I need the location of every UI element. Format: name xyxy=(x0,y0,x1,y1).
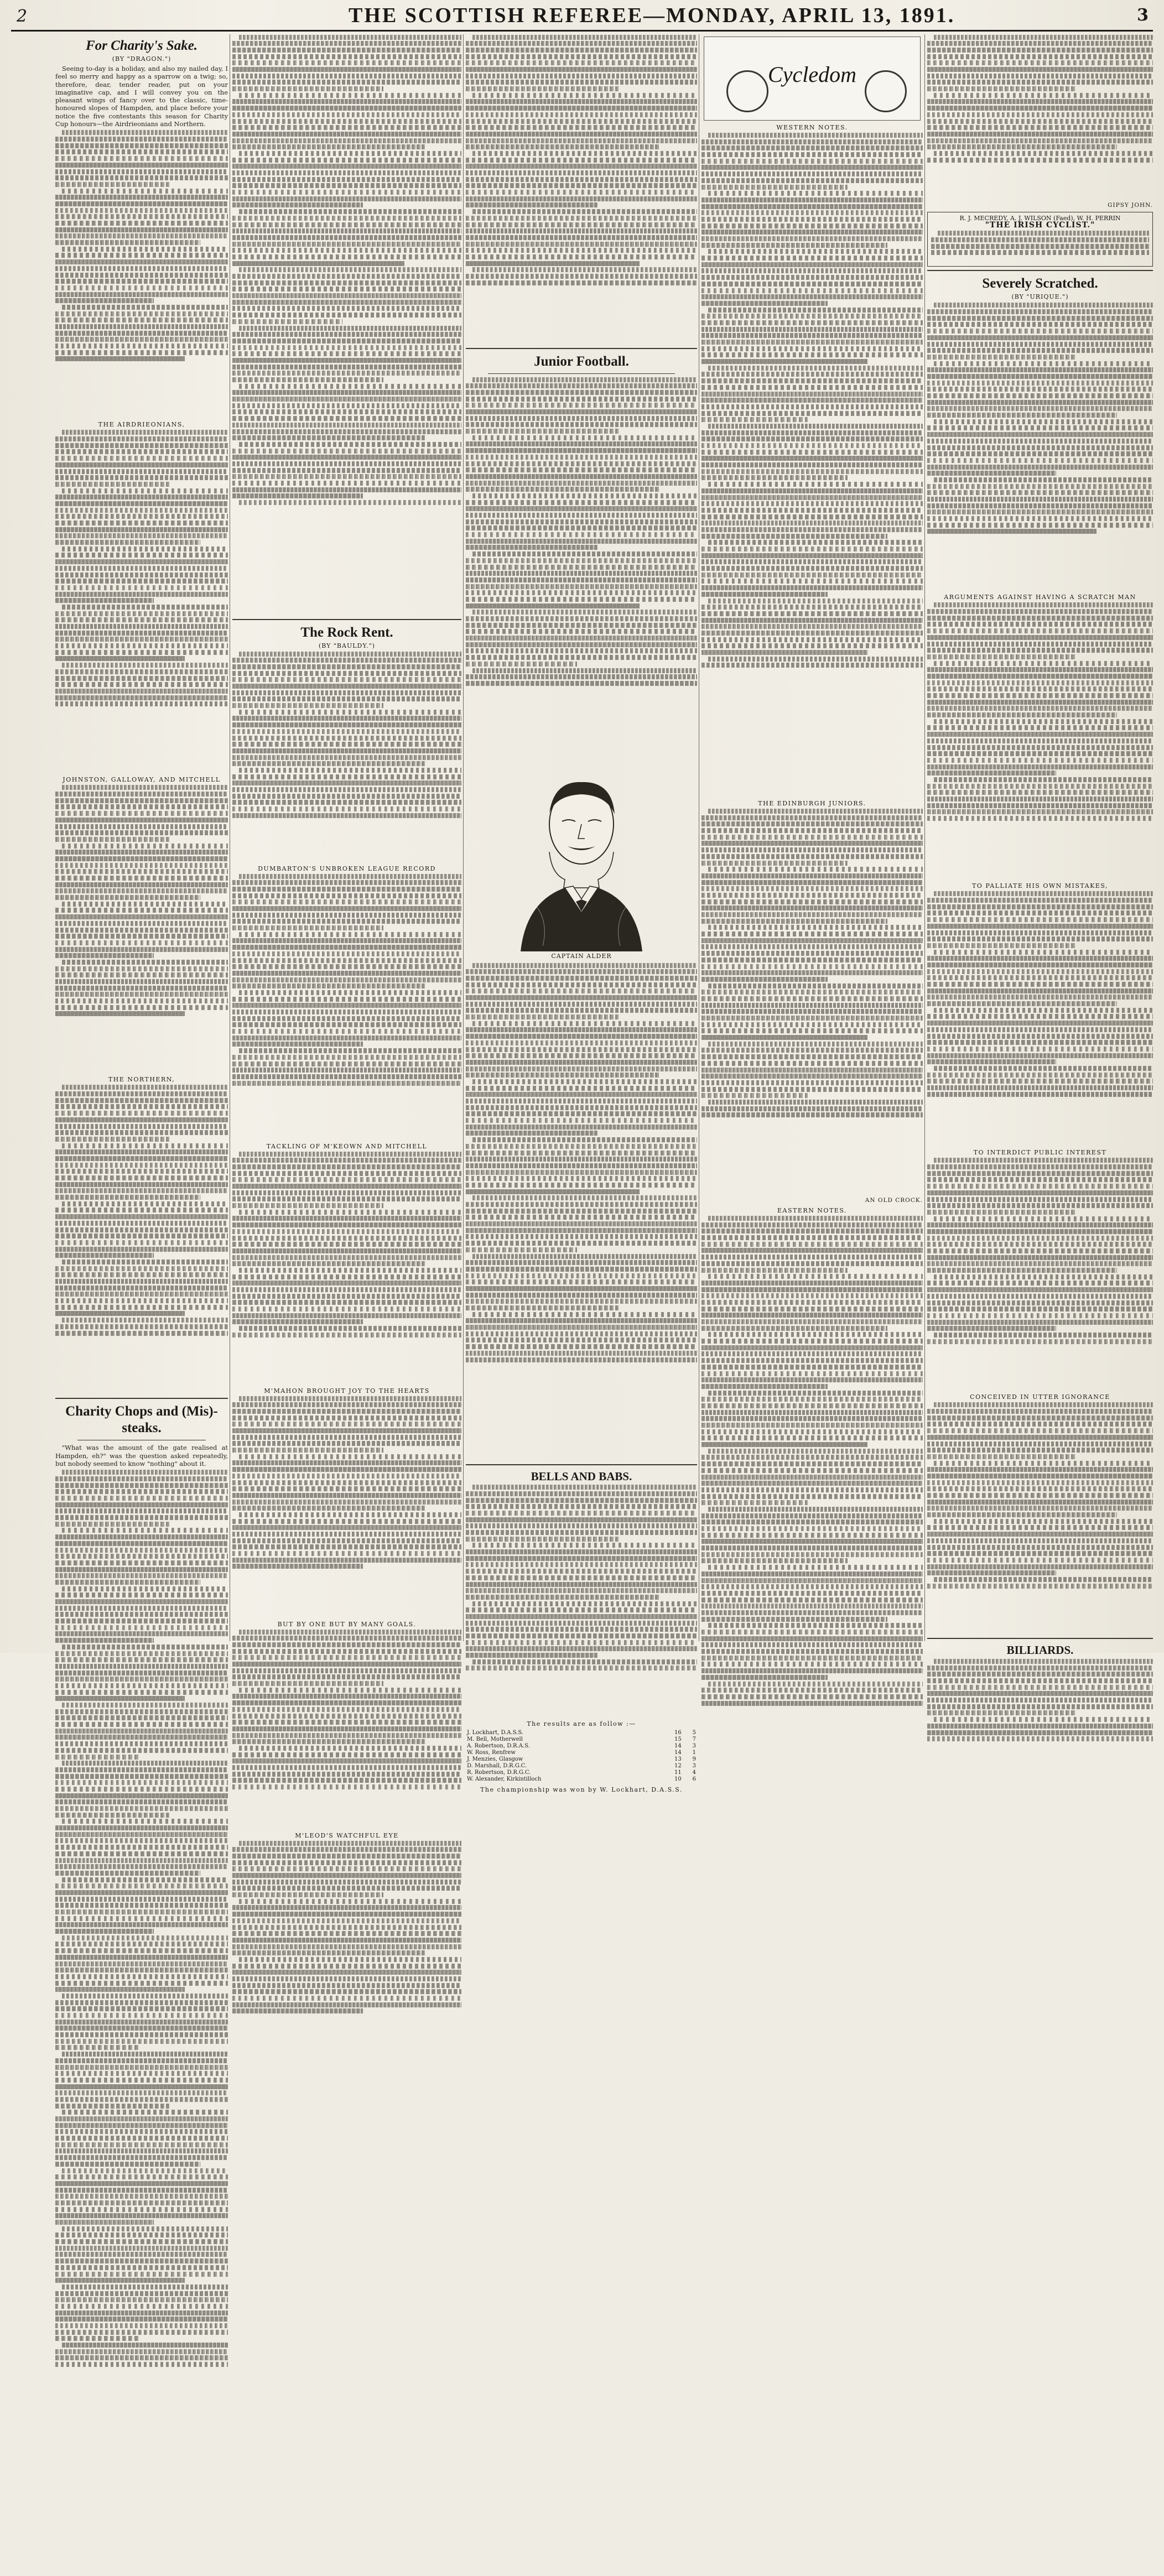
article-body-text xyxy=(232,1630,461,1829)
table-row xyxy=(466,1763,697,1770)
masthead-left-number: 2 xyxy=(17,7,28,26)
table-cell: W. Ross, Renfrew xyxy=(467,1750,516,1756)
table-cell: A. Robertson, D.R.A.S. xyxy=(467,1743,530,1750)
table-cell: R. Robertson, D.R.G.C. xyxy=(467,1770,531,1776)
article-body-text xyxy=(927,602,1153,879)
article-body-text xyxy=(55,785,228,1073)
table-row xyxy=(466,1756,697,1763)
table-title: The results are as follow :— xyxy=(527,1720,636,1728)
article-paragraph: "What was the amount of the gate realised at Hampden, eh?" was the question asked repeatedly, but nobody seemed to know "nothing" about it. xyxy=(55,1444,228,1467)
subheading: THE AIRDRIEONIANS, xyxy=(98,421,185,429)
article-body-text xyxy=(55,130,228,418)
results-table xyxy=(466,1730,697,1783)
masthead xyxy=(0,0,1164,29)
article-body-text xyxy=(466,35,697,345)
table-cell: 16 xyxy=(674,1730,682,1736)
table-row xyxy=(466,1736,697,1743)
subheading: TO INTERDICT PUBLIC INTEREST xyxy=(973,1149,1107,1157)
section-rule xyxy=(466,348,697,349)
table-cell: 15 xyxy=(674,1736,682,1743)
article-body-text xyxy=(232,652,461,862)
article-body-text xyxy=(55,1085,228,1394)
cycledom-title: Cycledom xyxy=(768,62,856,87)
article-body-text xyxy=(927,1402,1153,1635)
subheading: CONCEIVED IN UTTER IGNORANCE xyxy=(970,1393,1110,1401)
column-5 xyxy=(927,33,1153,1657)
table-cell: J. Lockhart, D.A.S.S. xyxy=(467,1730,524,1736)
subheading: DUMBARTON'S UNBROKEN LEAGUE RECORD xyxy=(258,865,436,872)
portrait-caption: CAPTAIN ALDER xyxy=(551,952,612,960)
captain-portrait-illustration xyxy=(466,769,697,951)
subheading: WESTERN NOTES. xyxy=(776,124,848,131)
masthead-rule xyxy=(11,30,1153,32)
article-body-text xyxy=(701,1216,923,1824)
table-row xyxy=(466,1770,697,1776)
ad-names: R. J. MECREDY, A. J. WILSON (Faed), W. H. PERRIN xyxy=(959,214,1121,222)
subheading: BUT BY ONE BUT BY MANY GOALS. xyxy=(277,1620,417,1628)
article-body-text xyxy=(466,963,697,1461)
section-rule xyxy=(232,619,461,620)
table-cell: 3 xyxy=(692,1763,696,1770)
article-body-text xyxy=(55,1470,228,2576)
table-cell: 4 xyxy=(692,1770,696,1776)
portrait-engraving xyxy=(498,769,664,951)
headline-for-charitys-sake: For Charity's Sake. xyxy=(85,38,198,53)
table-cell: 11 xyxy=(674,1770,682,1776)
subheading: EASTERN NOTES. xyxy=(777,1207,847,1214)
table-row xyxy=(466,1743,697,1750)
column-3 xyxy=(466,33,697,1794)
signature: AN OLD CROCK. xyxy=(865,1197,923,1204)
page-number: 3 xyxy=(1137,6,1149,25)
ad-body-text xyxy=(931,231,1149,264)
article-body-text xyxy=(701,133,923,797)
table-cell: 6 xyxy=(692,1776,696,1783)
article-body-text xyxy=(927,35,1153,201)
table-cell: D. Marshall, D.R.G.C. xyxy=(467,1763,527,1770)
column-1 xyxy=(55,33,228,1644)
table-cell: 14 xyxy=(674,1750,682,1756)
subheading: TO PALLIATE HIS OWN MISTAKES, xyxy=(972,882,1108,890)
byline: (BY "URIQUE.") xyxy=(1011,293,1069,301)
headline-bells-and-babs: BELLS AND BABS. xyxy=(531,1469,632,1483)
table-row xyxy=(466,1750,697,1756)
table-cell: 12 xyxy=(674,1763,682,1770)
subheading: THE EDINBURGH JUNIORS. xyxy=(758,800,866,807)
article-body-text xyxy=(927,1158,1153,1390)
headline-rock-rent: The Rock Rent. xyxy=(300,625,393,640)
table-cell: 10 xyxy=(674,1776,682,1783)
article-body-text xyxy=(466,1485,697,1717)
table-cell: W. Alexander, Kirkintilloch xyxy=(467,1776,542,1783)
headline-charity-chops: Charity Chops and (Mis)-steaks. xyxy=(65,1404,218,1436)
table-cell: J. Menzies, Glasgow xyxy=(467,1756,523,1763)
subheading: M'LEOD'S WATCHFUL EYE xyxy=(295,1831,399,1839)
column-2 xyxy=(232,33,461,1839)
ad-title: "THE IRISH CYCLIST." xyxy=(985,221,1095,230)
article-body-text xyxy=(927,1659,1153,1770)
subheading: ARGUMENTS AGAINST HAVING A SCRATCH MAN xyxy=(944,594,1136,601)
table-cell: 1 xyxy=(692,1750,696,1756)
table-row xyxy=(466,1730,697,1736)
table-cell: M. Bell, Motherwell xyxy=(467,1736,523,1743)
subheading: THE NORTHERN, xyxy=(108,1076,175,1084)
table-footer: The championship was won by W. Lockhart, D.A.S.S. xyxy=(480,1786,683,1794)
article-body-text xyxy=(927,303,1153,590)
section-rule xyxy=(927,1638,1153,1639)
section-rule xyxy=(927,270,1153,271)
column-divider xyxy=(463,34,464,1641)
byline: (BY "DRAGON.") xyxy=(112,55,172,63)
subheading: TACKLING OF M'KEOWN AND MITCHELL xyxy=(266,1142,428,1150)
section-rule xyxy=(55,1398,228,1399)
table-cell: 7 xyxy=(692,1736,696,1743)
article-body-text xyxy=(232,874,461,1139)
advertisement-irish-cyclist xyxy=(927,212,1153,267)
table-row xyxy=(466,1776,697,1783)
article-body-text xyxy=(232,1841,461,2062)
article-body-text xyxy=(232,35,461,616)
headline-junior-football: Junior Football. xyxy=(534,353,629,369)
subheading: M'MAHON BROUGHT JOY TO THE HEARTS xyxy=(264,1387,430,1394)
column-4 xyxy=(701,33,923,1644)
table-cell: 5 xyxy=(692,1730,696,1736)
section-rule xyxy=(466,1464,697,1465)
signature: GIPSY JOHN. xyxy=(1108,201,1153,209)
article-body-text xyxy=(927,891,1153,1146)
article-body-text xyxy=(55,430,228,773)
column-divider xyxy=(924,34,925,1641)
section-rule xyxy=(488,373,675,374)
article-paragraph: Seeing to-day is a holiday, and also my nailed day, I feel so merry and happy as a sparrow on a twig; so, therefore, dear, tender reader, put on your imaginative cap, and I will convey you on the pleasant wings of fancy over to the classic, time-honoured slopes of Hampden, and place before your notice the five contestants this season for Charity Cup honours—the Airdrieonians and Northern. xyxy=(55,65,228,128)
headline-severely-scratched: Severely Scratched. xyxy=(982,276,1098,292)
table-cell: 3 xyxy=(692,1743,696,1750)
subheading: JOHNSTON, GALLOWAY, AND MITCHELL xyxy=(63,776,221,784)
article-body-text xyxy=(701,809,923,1196)
article-body-text xyxy=(232,1396,461,1617)
headline-billiards: BILLIARDS. xyxy=(1006,1643,1074,1657)
table-cell: 9 xyxy=(692,1756,696,1763)
table-cell: 14 xyxy=(674,1743,682,1750)
table-cell: 13 xyxy=(674,1756,682,1763)
masthead-title: THE SCOTTISH REFEREE—MONDAY, APRIL 13, 1891. xyxy=(349,4,955,27)
article-body-text xyxy=(466,377,697,764)
cycledom-header-illustration xyxy=(704,37,921,121)
article-body-text xyxy=(232,1152,461,1384)
byline: (BY "BAULDY.") xyxy=(318,642,376,649)
